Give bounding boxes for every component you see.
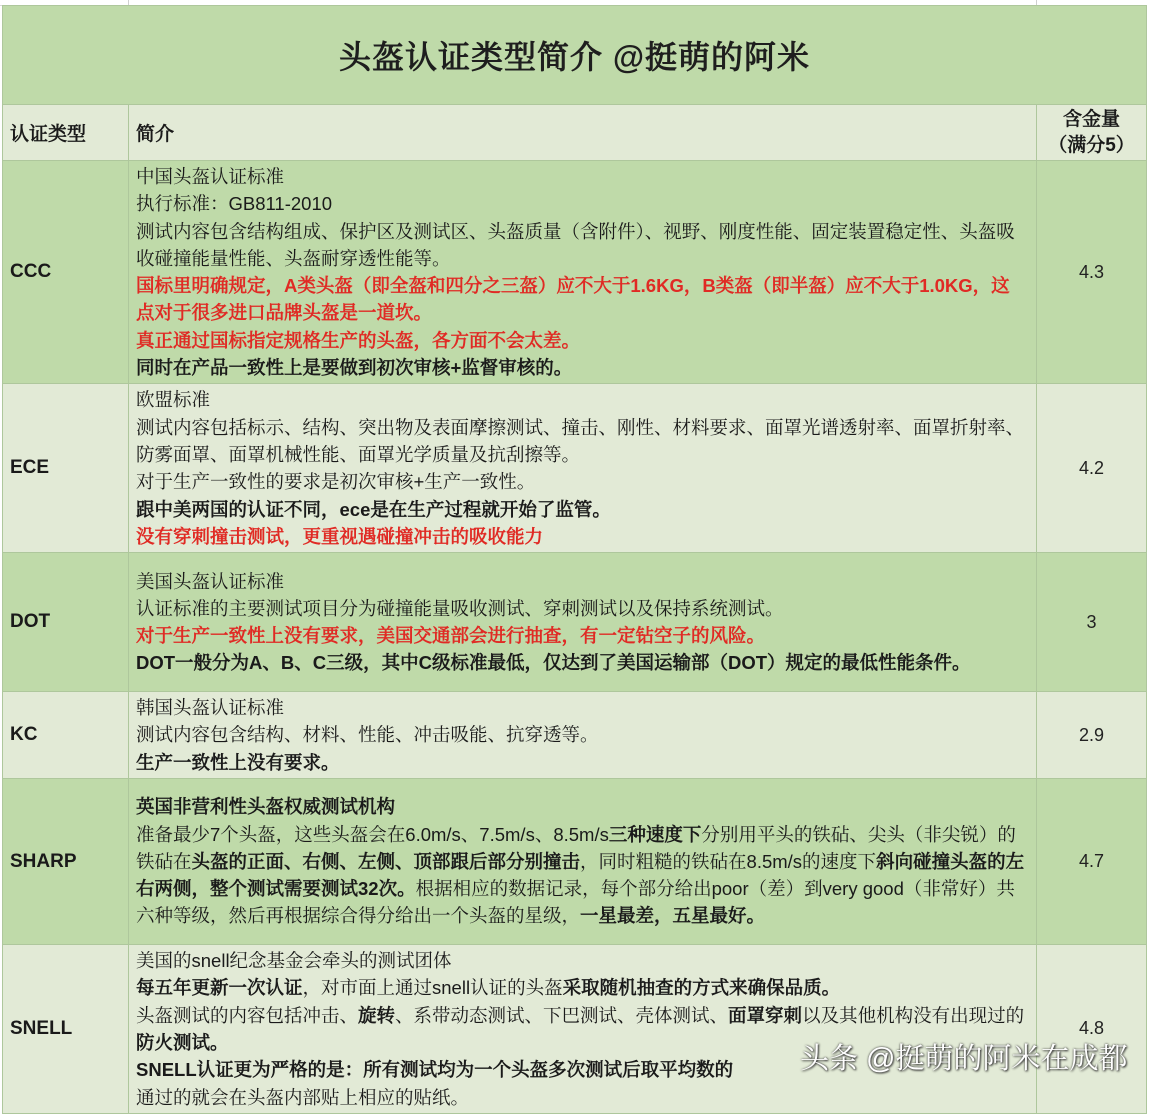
header-description: 简介: [129, 105, 1037, 161]
description-line: [136, 496, 1028, 523]
description-segment: 面罩穿刺: [728, 1004, 803, 1026]
table-row: [3, 384, 1147, 553]
description-segment: 欧盟标准: [136, 389, 211, 411]
description-segment: 真正通过国标指定规格生产的头盔，各方面不会太差。: [136, 329, 581, 351]
cert-description: [129, 945, 1037, 1114]
description-line: [136, 272, 1028, 327]
description-segment: 美国的snell纪念基金会牵头的测试团体: [136, 950, 452, 972]
description-segment: 三种速度下: [608, 823, 702, 845]
cert-type: DOT: [3, 553, 129, 692]
description-line: [136, 622, 1028, 649]
header-score: [1037, 105, 1147, 161]
description-line: [136, 721, 1028, 748]
description-line: [136, 649, 1028, 676]
table-row: [3, 779, 1147, 945]
watermark: 头条 @挺萌的阿米在成都: [800, 1043, 1128, 1075]
description-segment: ，同时粗糙的铁砧在8.5m/s的速度下: [580, 850, 877, 872]
table-row: [3, 553, 1147, 692]
description-segment: 同时在产品一致性上是要做到初次审核+监督审核的。: [136, 357, 573, 379]
description-line: [136, 568, 1028, 595]
table-row: [3, 945, 1147, 1114]
description-line: [136, 190, 1028, 217]
description-segment: 分别用平头的铁砧、尖头（非尖锐）的铁砧在: [136, 823, 1016, 872]
description-segment: 头盔测试的内容包括冲击、: [136, 1004, 359, 1026]
description-segment: 中国头盔认证标准: [136, 166, 285, 187]
cert-score: 4.7: [1037, 779, 1147, 945]
description-segment: 英国非营利性头盔权威测试机构: [136, 796, 396, 818]
description-line: [136, 1084, 1028, 1111]
description-line: [136, 821, 1028, 930]
table-row: [3, 692, 1147, 779]
cert-description: [129, 692, 1037, 779]
description-segment: 国标里明确规定，A类头盔（即全盔和四分之三盔）应不大于1.6KG，B类盔（即半盔）应不大于1.0KG，这点对于很多进口品牌头盔是一道坎。: [136, 275, 1010, 324]
description-segment: 准备最少7个头盔，这些头盔会在6.0m/s、7.5m/s、8.5m/s: [136, 823, 609, 845]
description-segment: 每五年更新一次认证: [136, 977, 303, 999]
description-segment: 测试内容包括标示、结构、突出物及表面摩擦测试、撞击、刚性、材料要求、面罩光谱透射率、面罩折射率、防雾面罩、面罩机械性能、面罩光学质量及抗刮擦等。: [136, 416, 1025, 465]
description-segment: 、系带动态测试、下巴测试、壳体测试、: [395, 1004, 729, 1026]
cert-type: CCC: [3, 161, 129, 384]
description-segment: 头盔的正面、右侧、左侧、顶部跟后部分别撞击: [191, 850, 581, 872]
description-line: [136, 468, 1028, 495]
cert-score: 4.8: [1037, 945, 1147, 1114]
description-line: [136, 974, 1028, 1001]
description-line: [136, 354, 1028, 381]
description-line: [136, 749, 1028, 776]
page-title: 头盔认证类型简介 @挺萌的阿米: [3, 6, 1147, 105]
header-type: 认证类型: [3, 105, 129, 161]
header-score-line1: 含金量: [1063, 108, 1121, 130]
description-segment: 根据相应的数据记录，每个部分给出poor（差）到very good（非常好）共六种等级，然后再根据综合得分给出一个头盔的星级，: [136, 878, 1015, 927]
description-segment: 认证标准的主要测试项目分为碰撞能量吸收测试、穿刺测试以及保持系统测试。: [136, 597, 784, 619]
cert-type: SHARP: [3, 779, 129, 945]
description-segment: 通过的就会在头盔内部贴上相应的贴纸。: [136, 1086, 470, 1108]
description-segment: 生产一致性上没有要求。: [136, 751, 340, 773]
cert-score: 2.9: [1037, 692, 1147, 779]
certification-table: [2, 5, 1147, 1114]
cert-description: [129, 553, 1037, 692]
description-line: [136, 386, 1028, 413]
description-segment: 采取随机抽查的方式来确保品质。: [562, 977, 841, 999]
cert-type: ECE: [3, 384, 129, 553]
description-segment: 跟中美两国的认证不同，ece是在生产过程就开始了监管。: [136, 498, 611, 520]
description-line: [136, 595, 1028, 622]
description-segment: 没有穿刺撞击测试，更重视遇碰撞冲击的吸收能力: [136, 525, 544, 547]
cert-type: SNELL: [3, 945, 129, 1114]
description-line: [136, 947, 1028, 974]
description-segment: 对于生产一致性上没有要求，美国交通部会进行抽查，有一定钻空子的风险。: [136, 625, 766, 647]
description-line: [136, 163, 1028, 190]
description-segment: 执行标准：GB811-2010: [136, 193, 333, 215]
description-line: [136, 414, 1028, 469]
description-segment: 美国头盔认证标准: [136, 570, 285, 592]
table-header: [3, 105, 1147, 161]
description-segment: 测试内容包含结构组成、保护区及测试区、头盔质量（含附件）、视野、刚度性能、固定装置稳定性、头盔吸收碰撞能量性能、头盔耐穿透性能等。: [136, 220, 1015, 269]
description-segment: 旋转: [358, 1004, 396, 1026]
description-segment: 防火测试。: [136, 1031, 229, 1053]
description-line: [136, 523, 1028, 550]
description-segment: ，对市面上通过snell认证的头盔: [302, 977, 563, 999]
description-line: [136, 327, 1028, 354]
right-margin: [1147, 0, 1156, 1094]
cert-score: 4.3: [1037, 161, 1147, 384]
description-segment: 一星最差，五星最好。: [580, 905, 766, 927]
description-line: [136, 793, 1028, 820]
description-segment: 韩国头盔认证标准: [136, 697, 285, 719]
description-segment: 斜向碰撞头盔的左右两侧，整个测试需要测试32次。: [136, 850, 1025, 900]
cert-type: KC: [3, 692, 129, 779]
header-score-line2: （满分5）: [1048, 134, 1135, 156]
cert-description: [129, 384, 1037, 553]
description-segment: 对于生产一致性的要求是初次审核+生产一致性。: [136, 471, 536, 493]
table-row: [3, 161, 1147, 384]
description-line: [136, 694, 1028, 721]
cert-description: [129, 161, 1037, 384]
description-segment: 测试内容包含结构、材料、性能、冲击吸能、抗穿透等。: [136, 724, 599, 746]
description-segment: DOT一般分为A、B、C三级，其中C级标准最低，仅达到了美国运输部（DOT）规定的最低性能条件。: [136, 652, 971, 674]
description-segment: SNELL认证更为严格的是：所有测试均为一个头盔多次测试后取平均数的: [136, 1059, 734, 1081]
cert-description: [129, 779, 1037, 945]
cert-score: 4.2: [1037, 384, 1147, 553]
description-segment: 以及其他机构没有出现过的: [802, 1004, 1025, 1026]
description-line: [136, 218, 1028, 273]
cert-score: 3: [1037, 553, 1147, 692]
